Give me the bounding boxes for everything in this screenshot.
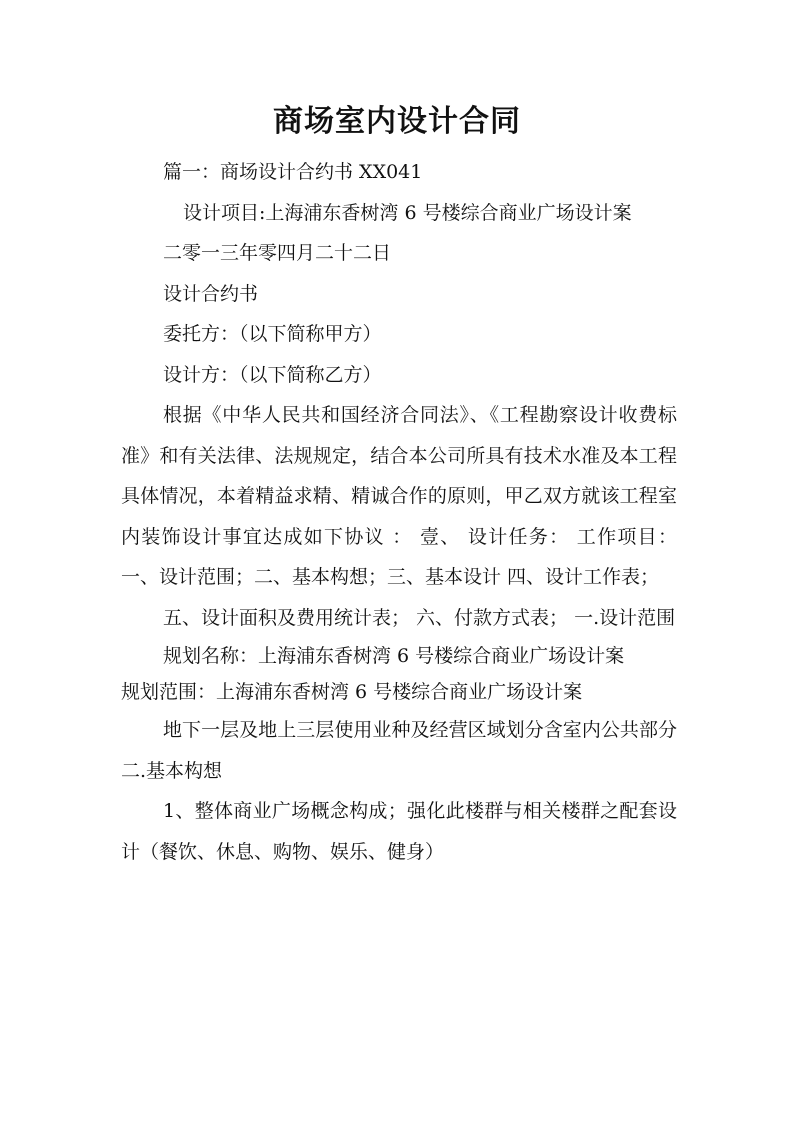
paragraph-concept: 1、整体商业广场概念构成；强化此楼群与相关楼群之配套设计（餐饮、休息、购物、娱乐、健身） xyxy=(121,800,677,863)
document-title: 商场室内设计合同 xyxy=(273,104,521,139)
paragraph-agreement: 根据《中华人民共和国经济合同法》、《工程勘察设计收费标准》和有关法律、法规规定，结合本公司所具有技术水准及本工程具体情况，本着精益求精、精诚合作的原则，甲乙双方就该工程室内装饰设计事宜达成如下协议 ： 壹、 设计任务： 工作项目：一、设计范围；二、基本构想；三、基本设计 四、设计工作表； xyxy=(121,404,677,588)
paragraph-design-project: 设计项目:上海浦东香树湾 6 号楼综合商业广场设计案 xyxy=(183,201,632,224)
paragraph-plan-scope: 规划范围：上海浦东香树湾 6 号楼综合商业广场设计案 xyxy=(121,681,583,703)
paragraph-party-b: 设计方：（以下简称乙方） xyxy=(163,363,382,386)
paragraph-plan-name: 规划名称：上海浦东香树湾 6 号楼综合商业广场设计案 xyxy=(163,645,625,667)
paragraph-party-a: 委托方：（以下简称甲方） xyxy=(163,323,382,345)
paragraph-date: 二零一三年零四月二十二日 xyxy=(163,242,392,264)
paragraph-floors: 地下一层及地上三层使用业种及经营区域划分含室内公共部分 二.基本构想 xyxy=(121,719,677,782)
paragraph-items: 五、设计面积及费用统计表； 六、付款方式表； 一.设计范围 xyxy=(163,606,676,629)
document-body xyxy=(121,152,677,872)
paragraph-contract-name: 设计合约书 xyxy=(163,282,259,305)
paragraph-chapter-heading: 篇一：商场设计合约书 XX041 xyxy=(163,161,423,183)
